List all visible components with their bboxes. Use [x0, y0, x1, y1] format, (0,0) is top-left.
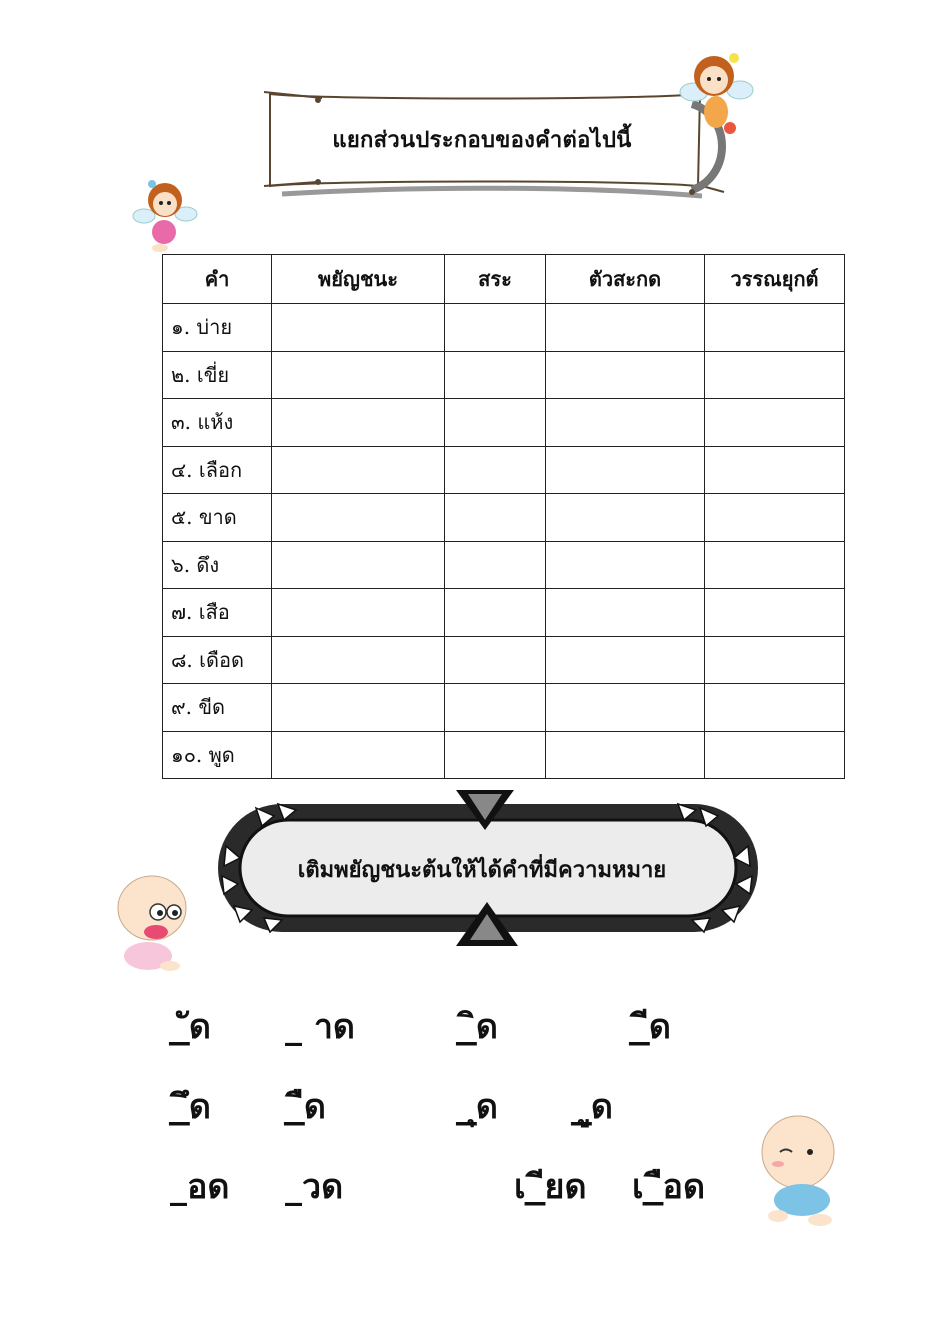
table-row	[163, 636, 845, 684]
final-consonant-answer-cell[interactable]	[546, 399, 705, 447]
tone-mark-answer-cell[interactable]	[705, 399, 845, 447]
vowel-answer-cell[interactable]	[445, 541, 546, 589]
vowel-answer-cell[interactable]	[445, 731, 546, 779]
table-header-row	[163, 255, 845, 304]
final-consonant-answer-cell[interactable]	[546, 494, 705, 542]
tone-mark-answer-cell[interactable]	[705, 636, 845, 684]
table-row	[163, 589, 845, 637]
tone-mark-answer-cell[interactable]	[705, 494, 845, 542]
consonant-answer-cell[interactable]	[272, 589, 445, 637]
tone-mark-answer-cell[interactable]	[705, 304, 845, 352]
final-consonant-answer-cell[interactable]	[546, 304, 705, 352]
word-cell: ๙. ขีด	[163, 684, 272, 732]
vowel-answer-cell[interactable]	[445, 304, 546, 352]
exercise-item[interactable]: _ัด	[170, 1007, 211, 1047]
exercise-item[interactable]: _ุด	[457, 1087, 498, 1127]
consonant-answer-cell[interactable]	[272, 541, 445, 589]
fairy-boy-icon	[132, 176, 198, 254]
instruction-banner	[212, 786, 764, 948]
column-header-consonant: พยัญชนะ	[272, 255, 445, 304]
table-row	[163, 494, 845, 542]
exercise-item[interactable]: _ีด	[630, 1007, 671, 1047]
table-row	[163, 351, 845, 399]
consonant-answer-cell[interactable]	[272, 446, 445, 494]
column-header-word: คำ	[163, 255, 272, 304]
tone-mark-answer-cell[interactable]	[705, 731, 845, 779]
final-consonant-answer-cell[interactable]	[546, 684, 705, 732]
vowel-answer-cell[interactable]	[445, 636, 546, 684]
consonant-answer-cell[interactable]	[272, 304, 445, 352]
baby-crawling-icon	[758, 1108, 844, 1232]
column-header-tone-mark: วรรณยุกต์	[705, 255, 845, 304]
word-cell: ๕. ขาด	[163, 494, 272, 542]
consonant-answer-cell[interactable]	[272, 636, 445, 684]
table-row	[163, 399, 845, 447]
vowel-answer-cell[interactable]	[445, 446, 546, 494]
word-cell: ๔. เลือก	[163, 446, 272, 494]
tone-mark-answer-cell[interactable]	[705, 684, 845, 732]
final-consonant-answer-cell[interactable]	[546, 589, 705, 637]
vowel-answer-cell[interactable]	[445, 589, 546, 637]
exercise-item[interactable]: _ึด	[170, 1087, 211, 1127]
table-row	[163, 446, 845, 494]
instruction-text: เติมพยัญชนะต้นให้ได้คำที่มีความหมาย	[297, 857, 667, 883]
tone-mark-answer-cell[interactable]	[705, 589, 845, 637]
exercise-item[interactable]: _ าด	[285, 1007, 356, 1047]
title-banner	[262, 86, 732, 206]
final-consonant-answer-cell[interactable]	[546, 731, 705, 779]
tone-mark-answer-cell[interactable]	[705, 446, 845, 494]
page-title: แยกส่วนประกอบของคำต่อไปนี้	[332, 127, 632, 153]
consonant-answer-cell[interactable]	[272, 494, 445, 542]
exercise-item[interactable]: _วด	[285, 1167, 344, 1207]
column-header-final-consonant: ตัวสะกด	[546, 255, 705, 304]
word-analysis-table	[162, 254, 845, 779]
final-consonant-answer-cell[interactable]	[546, 636, 705, 684]
vowel-answer-cell[interactable]	[445, 399, 546, 447]
exercise-item[interactable]: เ_ือด	[632, 1167, 706, 1207]
final-consonant-answer-cell[interactable]	[546, 541, 705, 589]
exercise-item[interactable]: _ิด	[457, 1007, 498, 1047]
fairy-girl-icon	[676, 48, 754, 140]
vowel-answer-cell[interactable]	[445, 494, 546, 542]
tone-mark-answer-cell[interactable]	[705, 541, 845, 589]
final-consonant-answer-cell[interactable]	[546, 351, 705, 399]
baby-icon	[108, 868, 194, 972]
column-header-vowel: สระ	[445, 255, 546, 304]
table-row	[163, 731, 845, 779]
consonant-answer-cell[interactable]	[272, 351, 445, 399]
table-row	[163, 684, 845, 732]
vowel-answer-cell[interactable]	[445, 351, 546, 399]
exercise-item[interactable]: _ูด	[572, 1087, 613, 1127]
consonant-answer-cell[interactable]	[272, 731, 445, 779]
tone-mark-answer-cell[interactable]	[705, 351, 845, 399]
word-cell: ๑๐. พูด	[163, 731, 272, 779]
word-cell: ๑. บ่าย	[163, 304, 272, 352]
table-row	[163, 304, 845, 352]
table-row	[163, 541, 845, 589]
consonant-answer-cell[interactable]	[272, 684, 445, 732]
consonant-answer-cell[interactable]	[272, 399, 445, 447]
word-cell: ๖. ดึง	[163, 541, 272, 589]
word-cell: ๘. เดือด	[163, 636, 272, 684]
exercise-item[interactable]: _ืด	[285, 1087, 326, 1127]
word-cell: ๓. แห้ง	[163, 399, 272, 447]
word-cell: ๒. เขี่ย	[163, 351, 272, 399]
vowel-answer-cell[interactable]	[445, 684, 546, 732]
exercise-item[interactable]: เ_ียด	[514, 1167, 587, 1207]
word-cell: ๗. เสือ	[163, 589, 272, 637]
exercise-item[interactable]: _อด	[170, 1167, 230, 1207]
final-consonant-answer-cell[interactable]	[546, 446, 705, 494]
